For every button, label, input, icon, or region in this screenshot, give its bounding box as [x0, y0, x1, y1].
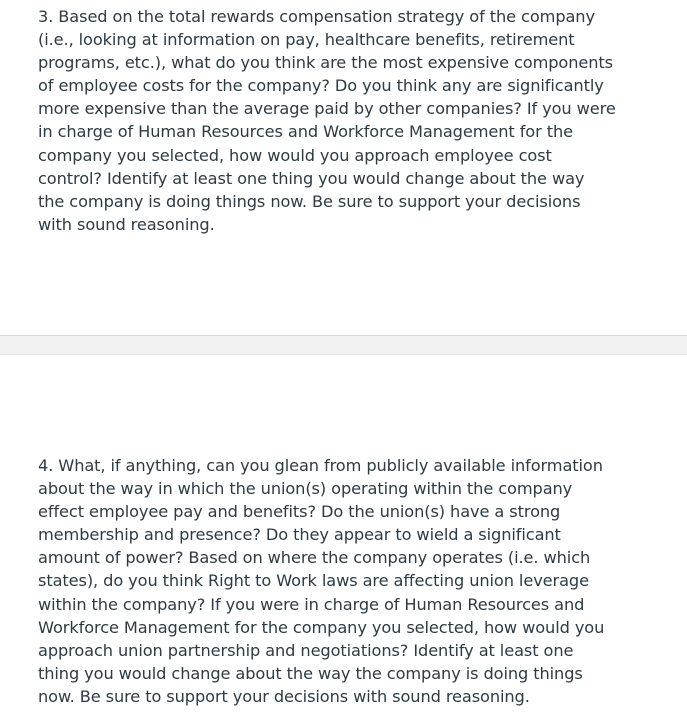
question-4-line: membership and presence? Do they appear to wield a significant	[38, 525, 561, 545]
question-4-line: 4. What, if anything, can you glean from publicly available information	[38, 456, 603, 475]
question-3-line: 3. Based on the total rewards compensation strategy of the company	[38, 7, 595, 26]
question-3-line: programs, etc.), what do you think are the most expensive components	[38, 53, 613, 73]
question-4-line: within the company? If you were in charge of Human Resources and	[38, 594, 585, 614]
question-4-line: states), do you think Right to Work laws are affecting union leverage	[38, 571, 589, 591]
question-3-line: in charge of Human Resources and Workforce Management for the	[38, 122, 573, 142]
question-4-line: approach union partnership and negotiations? Identify at least one	[38, 640, 574, 660]
question-3-line: (i.e., looking at information on pay, healthcare benefits, retirement	[38, 30, 575, 50]
question-4-line: effect employee pay and benefits? Do the union(s) have a strong	[38, 502, 561, 522]
question-4-line: now. Be sure to support your decisions with sound reasoning.	[38, 686, 530, 706]
question-3-line: of employee costs for the company? Do you think any are significantly	[38, 76, 604, 96]
question-4-line: Workforce Management for the company you selected, how would you	[38, 617, 605, 637]
section-divider	[0, 335, 687, 355]
question-3-text	[38, 5, 678, 236]
question-3-line: more expensive than the average paid by other companies? If you were	[38, 99, 616, 119]
question-4-line: amount of power? Based on where the company operates (i.e. which	[38, 548, 591, 568]
question-3-line: with sound reasoning.	[38, 214, 215, 234]
question-4-text	[38, 454, 678, 708]
question-4-line: about the way in which the union(s) operating within the company	[38, 479, 573, 499]
question-3-line: control? Identify at least one thing you would change about the way	[38, 168, 585, 188]
question-4-line: thing you would change about the way the company is doing things	[38, 663, 583, 683]
question-3-line: the company is doing things now. Be sure to support your decisions	[38, 191, 581, 211]
question-3-line: company you selected, how would you approach employee cost	[38, 145, 552, 165]
